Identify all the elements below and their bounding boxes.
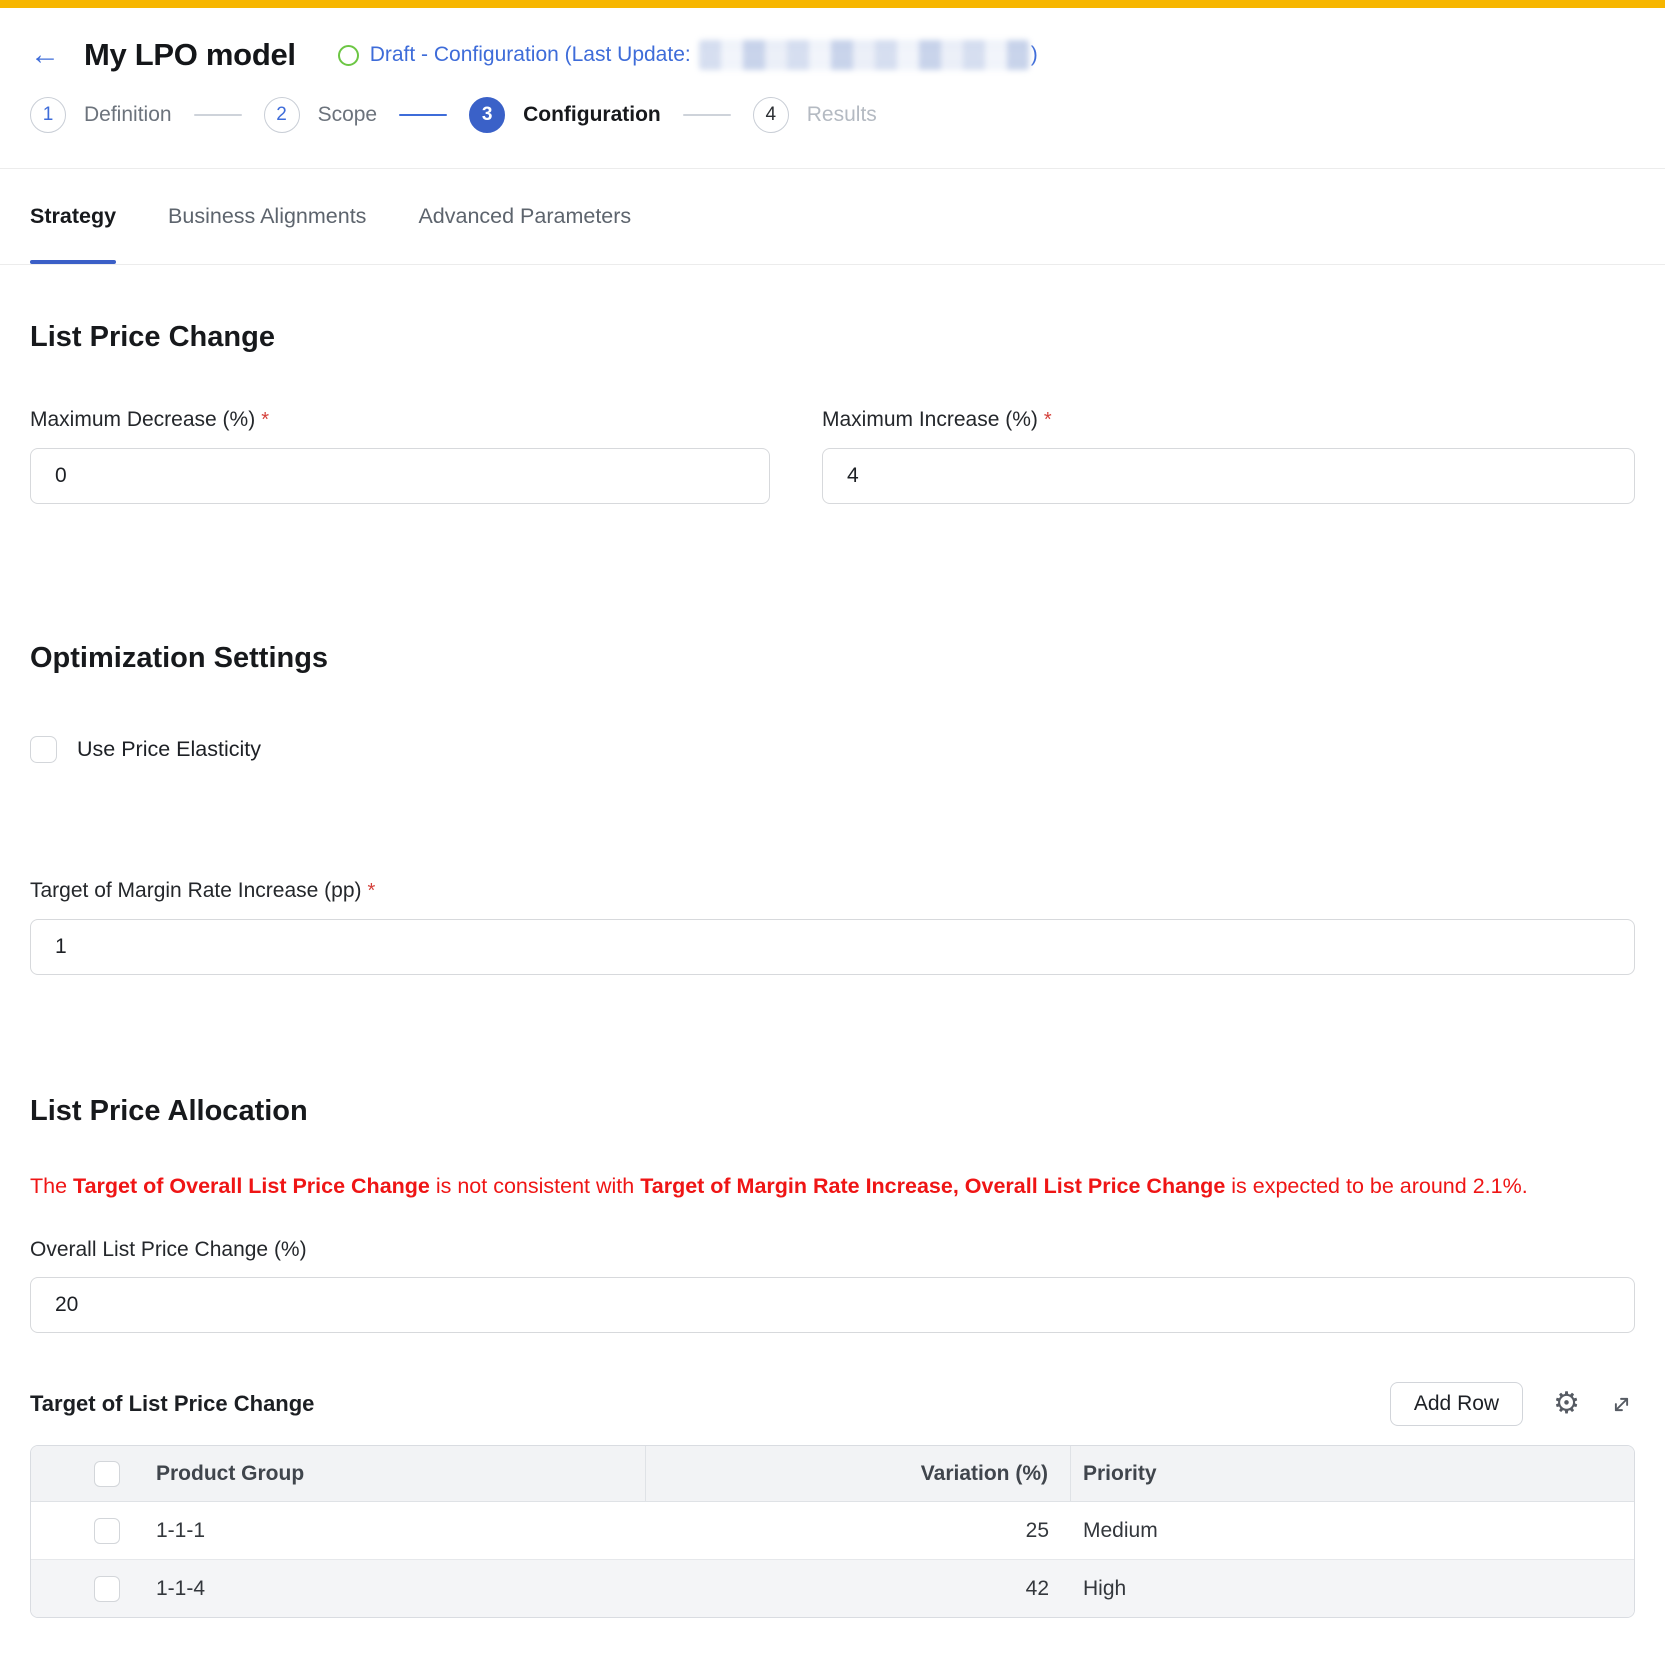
column-header-priority: Priority — [1083, 1461, 1157, 1485]
top-accent-bar — [0, 0, 1665, 8]
step-1-label: Definition — [84, 103, 172, 126]
target-table-actions — [1390, 1382, 1635, 1426]
step-connector — [683, 114, 731, 116]
overall-list-price-change-label: Overall List Price Change (%) — [30, 1238, 307, 1261]
tab-bar — [0, 169, 1665, 265]
section-title-list-price-allocation: List Price Allocation — [30, 1095, 308, 1127]
tab-strategy[interactable] — [30, 169, 116, 264]
redacted-last-update — [699, 40, 1029, 70]
required-asterisk: * — [1043, 409, 1052, 431]
table-row — [31, 1502, 1634, 1559]
use-price-elasticity-row — [30, 736, 1635, 763]
step-3-circle: 3 — [469, 97, 505, 133]
add-row-button[interactable]: Add Row — [1390, 1382, 1523, 1426]
step-connector — [194, 114, 242, 116]
product-group-cell[interactable]: 1-1-1 — [156, 1518, 206, 1542]
product-group-cell[interactable]: 1-1-4 — [156, 1576, 206, 1600]
tab-business-alignments-label: Business Alignments — [168, 204, 367, 228]
field-overall-list-price-change — [30, 1237, 1635, 1333]
status-close-paren: ) — [1030, 43, 1038, 66]
maximum-increase-input[interactable] — [822, 448, 1635, 504]
step-3-label: Configuration — [523, 103, 661, 126]
expand-icon[interactable] — [1608, 1391, 1635, 1418]
step-scope[interactable] — [264, 97, 378, 133]
target-of-list-price-change-table — [30, 1445, 1635, 1618]
target-table-header-row — [30, 1381, 1635, 1427]
required-asterisk: * — [367, 880, 376, 902]
variation-cell[interactable]: 42 — [1025, 1576, 1049, 1600]
tab-advanced-parameters-label: Advanced Parameters — [418, 204, 632, 228]
field-target-margin-rate — [30, 878, 1635, 975]
table-header — [31, 1446, 1634, 1502]
step-definition[interactable] — [30, 97, 172, 133]
stepper — [30, 96, 1635, 134]
required-asterisk: * — [261, 409, 270, 431]
configuration-form — [0, 319, 1665, 1642]
title-row — [30, 34, 1635, 76]
step-1-circle: 1 — [30, 97, 66, 133]
field-maximum-decrease — [30, 407, 770, 504]
row-checkbox-cell — [31, 1502, 156, 1559]
tab-advanced-parameters[interactable] — [418, 169, 631, 264]
gear-icon[interactable]: ⚙ — [1553, 1387, 1580, 1420]
target-margin-rate-label: Target of Margin Rate Increase (pp) * — [30, 879, 376, 902]
variation-cell[interactable]: 25 — [1025, 1518, 1049, 1542]
column-header-product-group: Product Group — [156, 1446, 646, 1501]
column-header-variation: Variation (%) — [646, 1446, 1071, 1501]
active-tab-underline — [30, 260, 116, 264]
priority-cell[interactable]: Medium — [1083, 1518, 1158, 1542]
step-4-label: Results — [806, 103, 877, 126]
step-connector-active — [399, 114, 447, 116]
list-price-change-fields — [30, 407, 1635, 504]
target-table-title: Target of List Price Change — [30, 1391, 315, 1416]
tab-strategy-label: Strategy — [30, 204, 117, 228]
select-all-checkbox[interactable] — [94, 1461, 120, 1487]
tab-business-alignments[interactable] — [168, 169, 366, 264]
maximum-decrease-label: Maximum Decrease (%) * — [30, 408, 270, 431]
overall-list-price-change-input[interactable] — [30, 1277, 1635, 1333]
row-checkbox[interactable] — [94, 1576, 120, 1602]
draft-status-icon — [338, 45, 359, 66]
header-checkbox-cell — [31, 1446, 156, 1501]
step-4-circle: 4 — [753, 97, 789, 133]
target-margin-rate-input[interactable] — [30, 919, 1635, 975]
row-checkbox[interactable] — [94, 1518, 120, 1544]
section-title-optimization-settings: Optimization Settings — [30, 642, 329, 674]
step-2-circle: 2 — [264, 97, 300, 133]
field-maximum-increase — [822, 407, 1635, 504]
status-badge — [338, 40, 1038, 70]
step-results[interactable] — [753, 97, 877, 133]
use-price-elasticity-checkbox[interactable] — [30, 736, 57, 763]
step-configuration[interactable] — [469, 97, 661, 133]
priority-cell[interactable]: High — [1083, 1576, 1127, 1600]
consistency-warning: The Target of Overall List Price Change is not consistent with Target of Margin Rate Increase, Overall List Price Change is expected to be around 2.1%. — [30, 1174, 1528, 1198]
maximum-decrease-input[interactable] — [30, 448, 770, 504]
status-text: Draft - Configuration (Last Update: — [369, 43, 691, 66]
step-2-label: Scope — [317, 103, 378, 126]
row-checkbox-cell — [31, 1560, 156, 1617]
use-price-elasticity-label: Use Price Elasticity — [77, 737, 261, 761]
page-header — [0, 8, 1665, 169]
table-row — [31, 1559, 1634, 1617]
section-title-list-price-change: List Price Change — [30, 321, 275, 353]
page-title: My LPO model — [84, 37, 296, 72]
back-icon[interactable]: ← — [30, 38, 60, 71]
maximum-increase-label: Maximum Increase (%) * — [822, 408, 1052, 431]
